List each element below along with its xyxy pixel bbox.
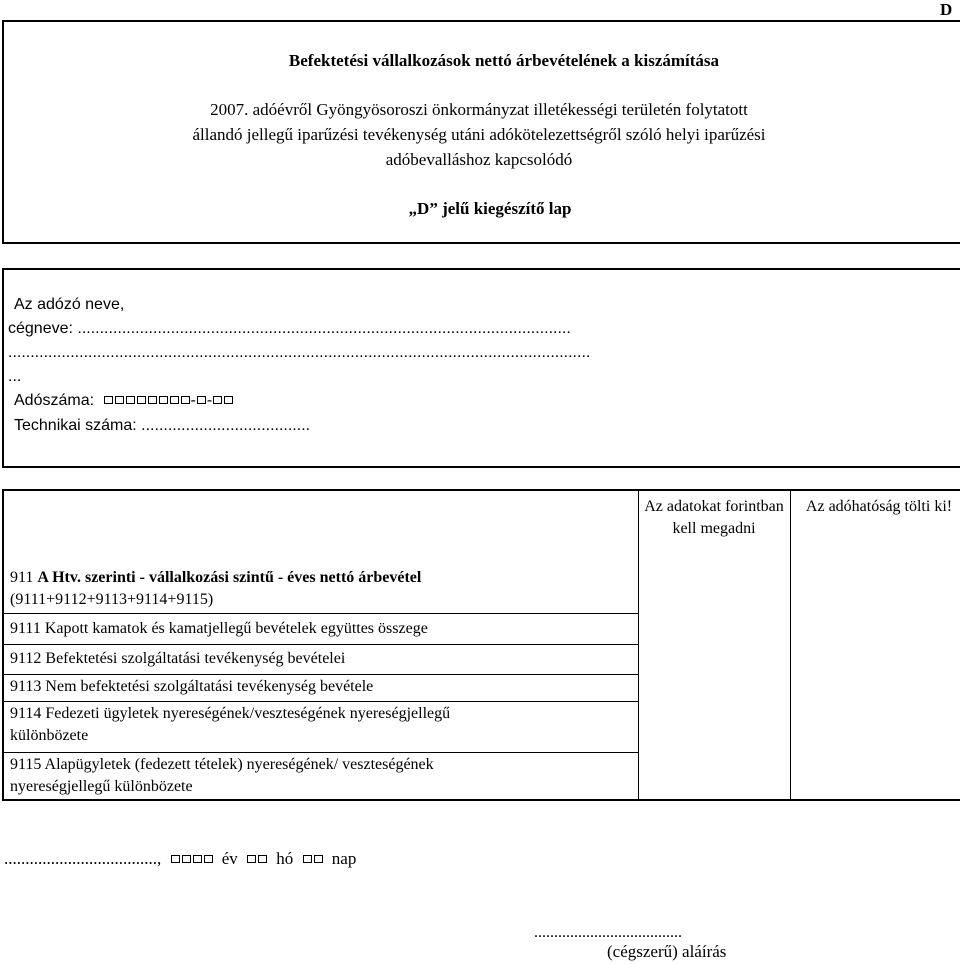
year-input[interactable] — [170, 849, 214, 868]
main-row-formula: (9111+9112+9113+9114+9115) — [10, 591, 214, 608]
header-desc-2: állandó jellegű iparűzési tevékenység utáni adókötelezettségről szóló helyi iparűzési — [192, 125, 766, 144]
table-row-line2: nyereségjellegű különbözete — [10, 778, 193, 795]
authority-column-header: Az adóhatóság tölti ki! — [805, 498, 953, 515]
company-name-field-line2[interactable]: ................................................................................................................................... — [8, 344, 591, 361]
corner-letter: D — [940, 0, 953, 19]
main-row-code: 911 — [10, 569, 34, 586]
day-label: nap — [331, 849, 357, 868]
table-row: 9112 Befektetési szolgáltatási tevékenység bevételei — [10, 650, 346, 667]
authority-column — [790, 491, 960, 801]
main-row-911 — [10, 567, 635, 611]
table-row — [10, 703, 450, 747]
header-desc-3: adóbevalláshoz kapcsolódó — [385, 150, 573, 169]
page-title: Befektetési vállalkozások nettó árbevételének a kiszámítása — [288, 51, 720, 70]
date-line — [4, 849, 356, 869]
table-row-line2: különbözete — [10, 727, 89, 744]
year-label: év — [221, 849, 238, 868]
main-row-line1 — [10, 567, 635, 589]
taxpayer-box — [2, 268, 960, 468]
tax-number-label: Adószáma: — [14, 392, 95, 409]
company-name-field[interactable]: cégneve: ............................................................................................................... — [8, 320, 571, 337]
main-row-title: A Htv. szerinti - vállalkozási szintű - éves nettó árbevétel — [37, 569, 422, 586]
day-input[interactable] — [302, 849, 324, 868]
technical-number-field[interactable]: Technikai száma: ...................................... — [14, 417, 311, 434]
table-row — [10, 754, 434, 798]
table-row-line1: 9114 Fedezeti ügyletek nyereségének/veszteségének nyereségjellegű — [10, 705, 451, 722]
tax-number-row — [14, 392, 234, 410]
amount-column-header: Az adatokat forintban kell megadni — [644, 498, 784, 537]
data-table — [2, 489, 960, 801]
table-row-line1: 9115 Alapügyletek (fedezett tételek) nyereségének/ veszteségének — [10, 756, 434, 773]
header-box — [2, 20, 960, 244]
table-row: 9113 Nem befektetési szolgáltatási tevékenység bevétele — [10, 678, 374, 695]
company-name-field-line3[interactable]: ... — [8, 368, 22, 385]
signature-field[interactable]: ..................................... — [534, 924, 682, 941]
tax-number-input[interactable]: - - — [103, 392, 235, 409]
header-desc-1: 2007. adóévről Gyöngyösoroszi önkormányzat illetékességi területén folytatott — [210, 100, 748, 119]
sheet-label: „D” jelű kiegészítő lap — [408, 199, 572, 218]
month-input[interactable] — [246, 849, 268, 868]
month-label: hó — [276, 849, 294, 868]
signature-label: (cégszerű) aláírás — [607, 942, 727, 961]
taxpayer-name-label: Az adózó neve, — [14, 296, 125, 313]
table-row: 9111 Kapott kamatok és kamatjellegű bevételek együttes összege — [10, 620, 428, 637]
place-field[interactable]: ...................................., — [4, 849, 162, 868]
